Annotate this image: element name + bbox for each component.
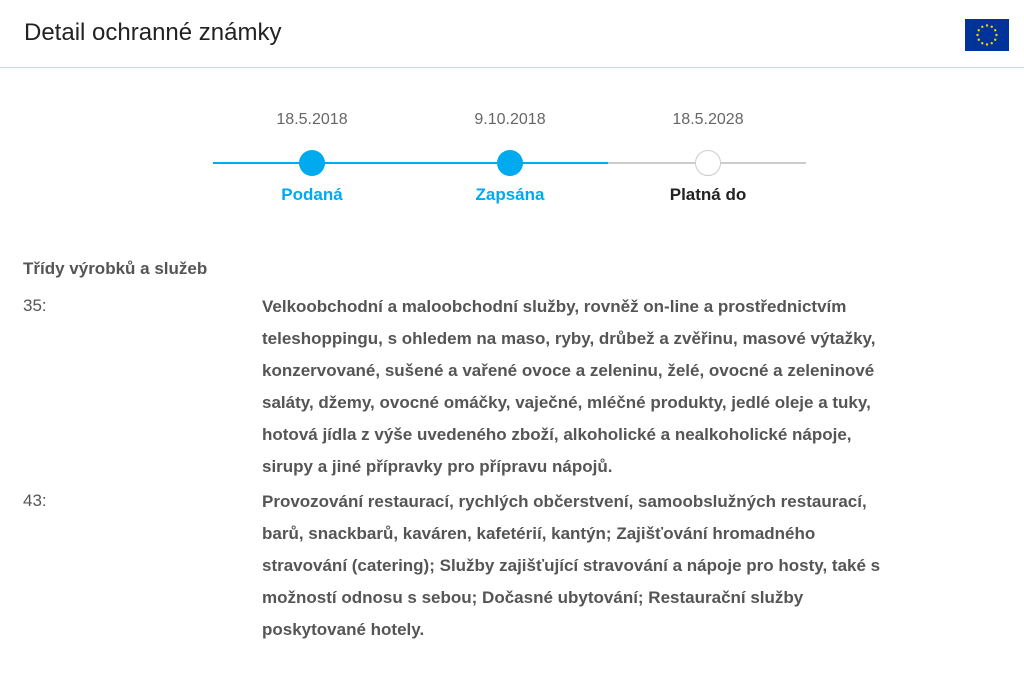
classes-section-title: Třídy výrobků a služeb	[23, 259, 208, 278]
timeline-dot-valid-until	[695, 150, 721, 176]
description-line: hotová jídla z výše uvedeného zboží, alkoholické a nealkoholické nápoje,	[262, 425, 852, 444]
page-header	[0, 0, 1024, 68]
timeline-dot-filed	[299, 150, 325, 176]
flag-star	[976, 34, 978, 36]
flag-star	[991, 42, 993, 44]
class-number: 43:	[23, 491, 47, 510]
description-line: sirupy a jiné přípravky pro přípravu nápojů.	[262, 457, 613, 476]
description-line: stravování (catering); Služby zajišťující stravování a nápoje pro hosty, také s	[262, 556, 881, 575]
description-line: saláty, džemy, ovocné omáčky, vaječné, mléčné produkty, jedlé oleje a tuky,	[262, 393, 871, 412]
timeline-date-filed: 18.5.2018	[276, 111, 348, 128]
flag-star	[986, 43, 988, 45]
description-line: poskytované hotely.	[262, 620, 425, 639]
flag-star	[991, 26, 993, 28]
description-line: možností odnosu s sebou; Dočasné ubytování; Restaurační služby	[262, 588, 804, 607]
flag-star	[995, 34, 997, 36]
timeline-dot-registered	[497, 150, 523, 176]
timeline-line-done	[213, 162, 608, 164]
flag-star	[981, 42, 983, 44]
description-line: Velkoobchodní a maloobchodní služby, rovněž on-line a prostřednictvím	[262, 297, 847, 316]
timeline-label-filed: Podaná	[281, 185, 343, 204]
timeline-date-valid-until: 18.5.2028	[672, 111, 744, 128]
description-line: barů, snackbarů, kaváren, kafetérií, kantýn; Zajišťování hromadného	[262, 524, 816, 543]
timeline-label-valid-until: Platná do	[669, 185, 747, 204]
flag-star	[994, 29, 996, 31]
timeline-label-registered: Zapsána	[475, 185, 545, 204]
flag-star	[981, 26, 983, 28]
flag-star	[986, 24, 988, 26]
flag-star	[994, 39, 996, 41]
class-number: 35:	[23, 296, 47, 315]
timeline-date-registered: 9.10.2018	[474, 111, 546, 128]
flag-star	[978, 29, 980, 31]
description-line: Provozování restaurací, rychlých občerstvení, samoobslužných restaurací,	[262, 492, 867, 511]
description-line: teleshoppingu, s ohledem na maso, ryby, drůbež a zvěřinu, masové výtažky,	[262, 329, 876, 348]
status-timeline	[0, 100, 1024, 220]
class-description	[262, 291, 987, 483]
eu-flag-icon	[965, 19, 1009, 51]
page-title: Detail ochranné známky	[24, 19, 282, 46]
class-description	[262, 486, 987, 646]
flag-star	[978, 39, 980, 41]
description-line: konzervované, sušené a vařené ovoce a zeleninu, želé, ovocné a zeleninové	[262, 361, 875, 380]
